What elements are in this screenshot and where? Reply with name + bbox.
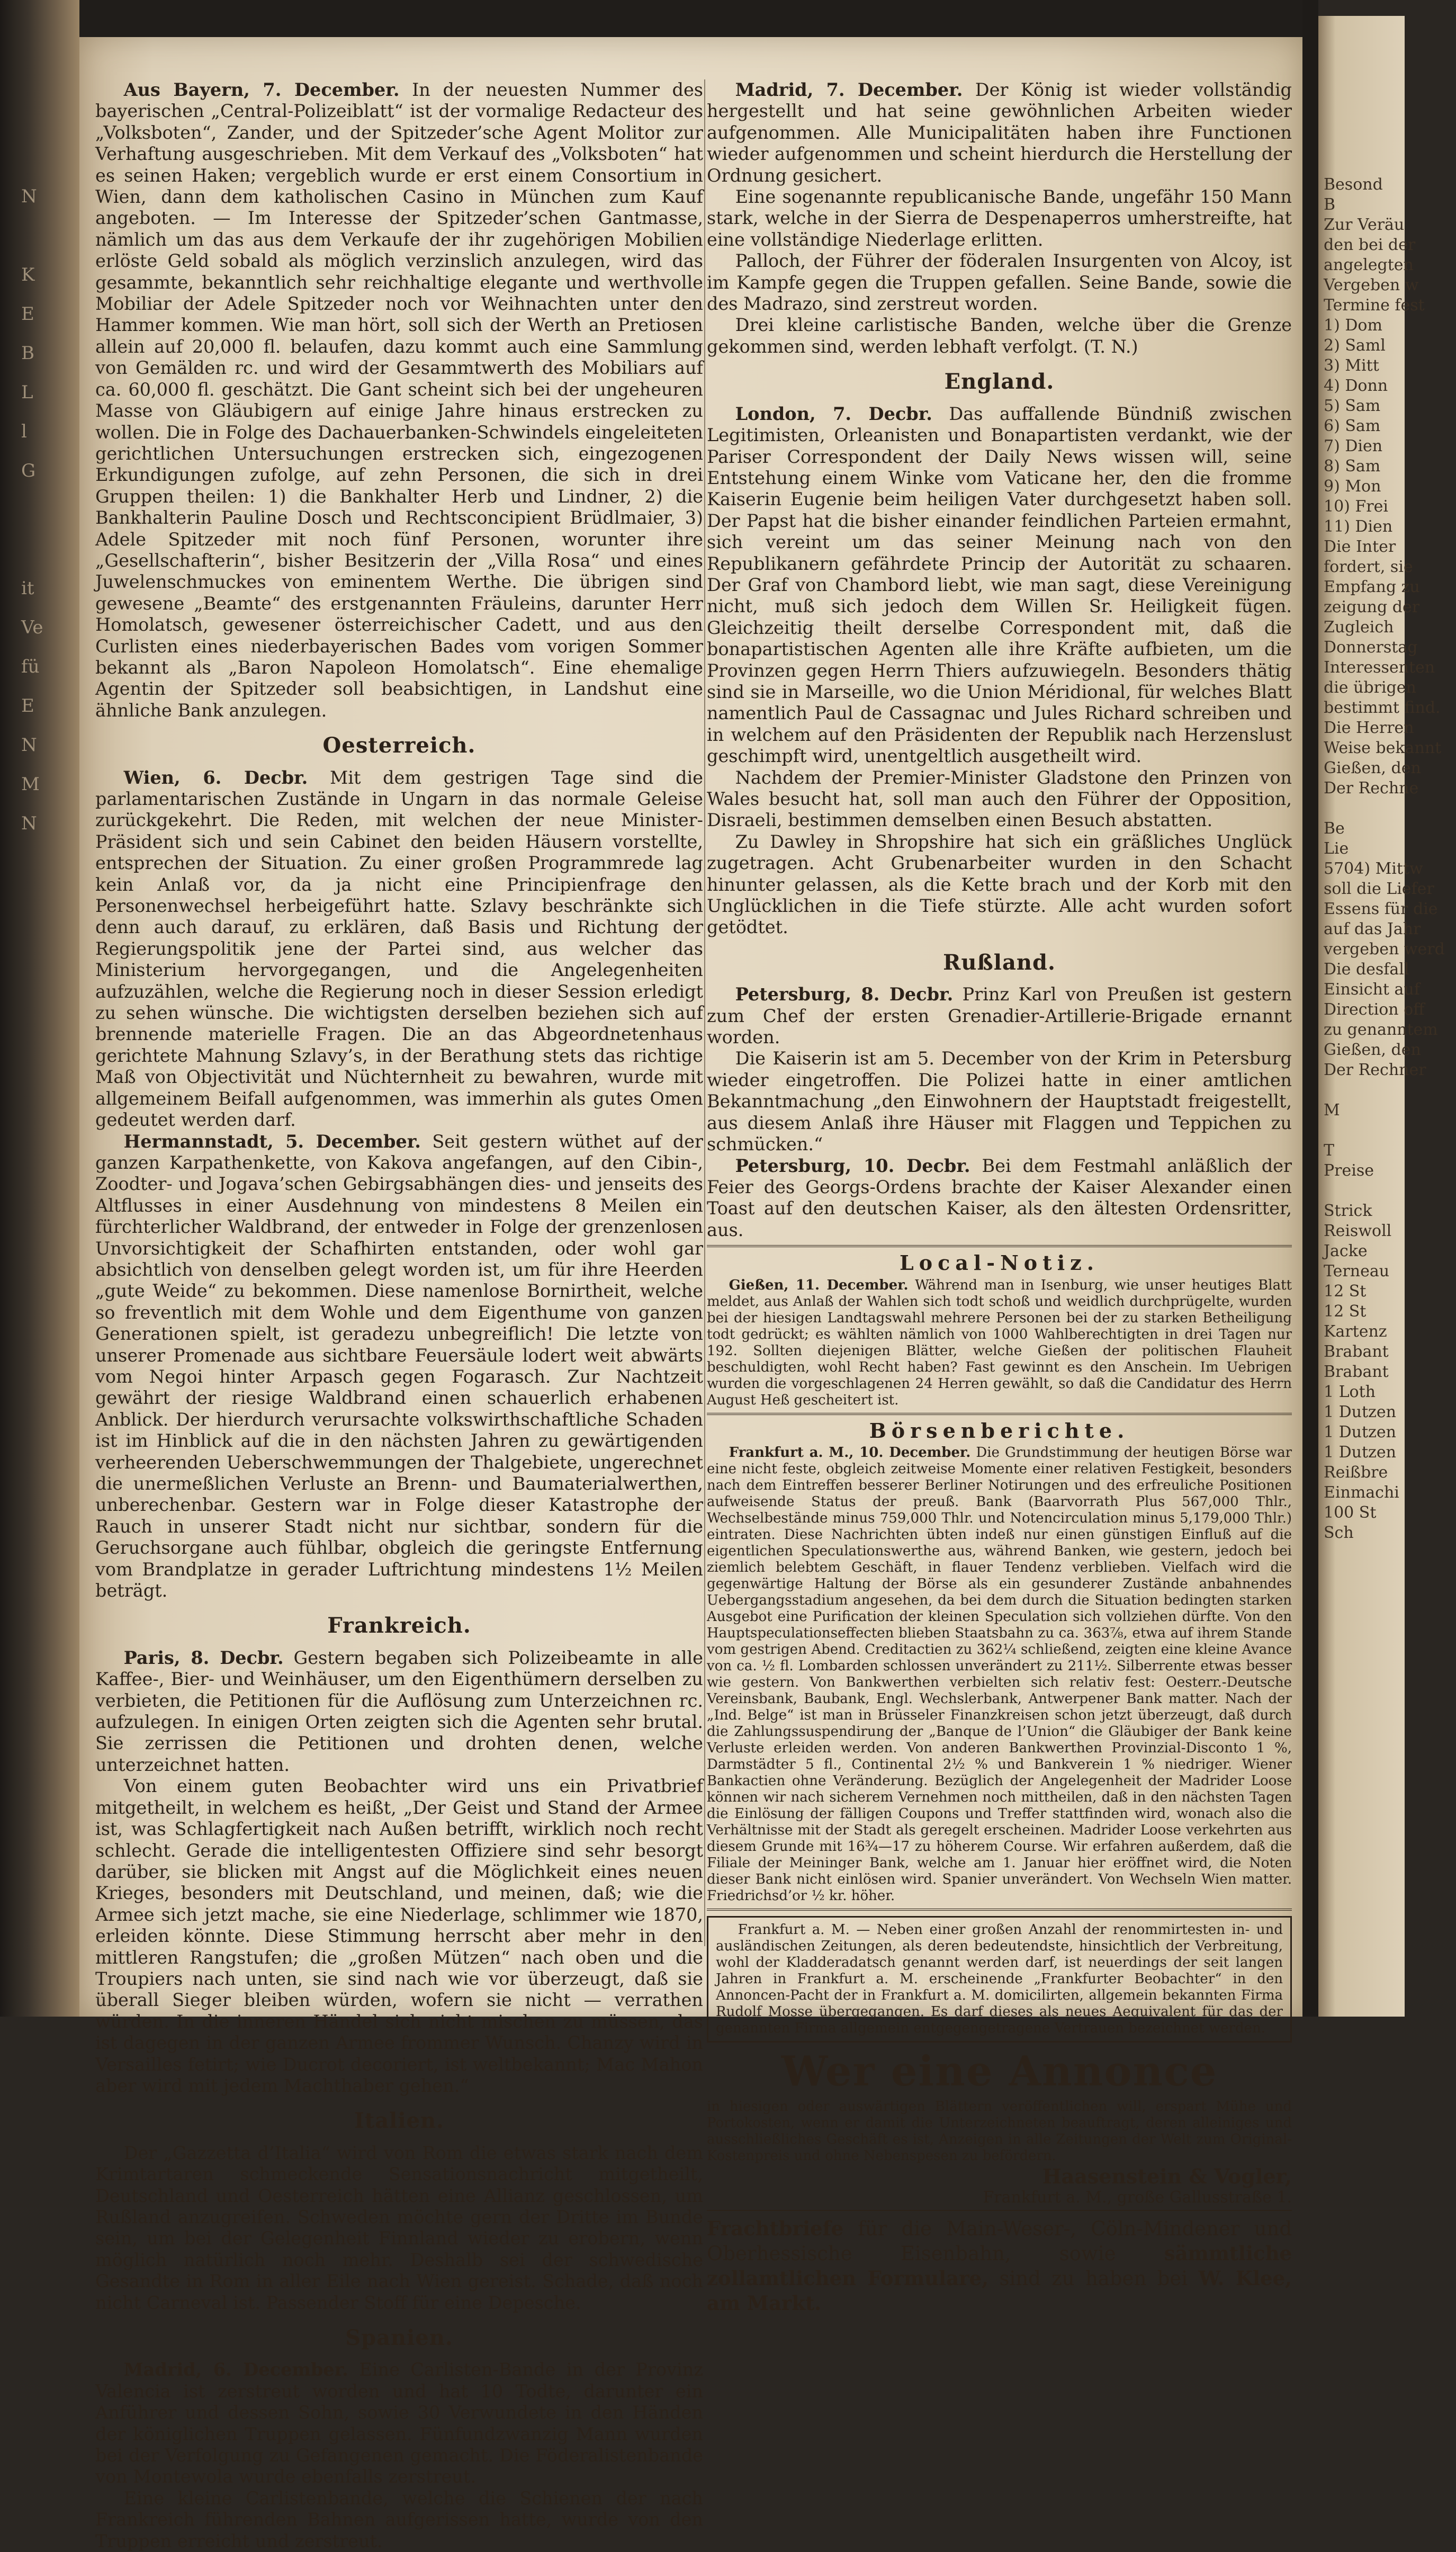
facing-page-line: 1 Dutzen	[1324, 1423, 1396, 1441]
facing-page-line: 2) Saml	[1324, 336, 1386, 355]
facing-page-line: 1 Dutzen	[1324, 1443, 1396, 1462]
annonce-address: Frankfurt a. M., große Gallusstraße 1.	[983, 2188, 1292, 2207]
facing-page-line: Zur Veräu	[1324, 216, 1405, 234]
facing-page-line: Termine fest	[1324, 296, 1425, 315]
facing-page-line: Weise bekannt	[1324, 739, 1442, 757]
dateline-bayern: Aus Bayern, 7. December.	[123, 79, 400, 100]
article-madrid-6-text: Eine Carlisten-Bande in der Provinz Valencia ist zerstreut worden und hat 10 Todte, darunter ein Anführer und dessen Sohn, sowie 30 Verwundete in den Händen der königlichen Truppen gelassen. Fünfundzwanzig Mann wurden bei der Verfolgung zu Gefangenen gemacht. Die Föderalistenbande von Montewola wurde ebenfalls zerstreut.	[95, 2359, 703, 2487]
facing-page-line: 1 Dutzen	[1324, 1403, 1396, 1421]
facing-page-line: 8) Sam	[1324, 457, 1381, 476]
facing-page-line: den bei der	[1324, 236, 1416, 254]
facing-page-line: 9) Mon	[1324, 477, 1381, 496]
facing-page-line: 7) Dien	[1324, 437, 1383, 455]
facing-page-line: zu genanntem	[1324, 1020, 1438, 1039]
article-london-text-3: Zu Dawley in Shropshire hat sich ein gräßliches Unglück zugetragen. Acht Grubenarbeiter wurden in den Schacht hinunter gelassen, als die Kette brach und der Korb mit den Unglücklichen in die Tiefe stürzte. Alle acht wurden sofort getödtet.	[707, 831, 1292, 938]
facing-page-line: Gießen, den	[1324, 1041, 1421, 1059]
facing-page-line: Die Herren	[1324, 719, 1414, 737]
fracht-seller: W. Klee, am Markt.	[707, 2266, 1292, 2315]
dateline-petersburg-10: Petersburg, 10. Decbr.	[735, 1155, 970, 1176]
facing-page-line: Preise	[1324, 1161, 1374, 1180]
rule-inserat	[707, 1909, 1292, 1911]
article-petersburg-10-text: Bei dem Festmahl anläßlich der Feier des Georgs-Ordens brachte der Kaiser Alexander einen Toast auf den deutschen Kaiser, als den ältesten Ordensritter, aus.	[707, 1155, 1292, 1240]
facing-page-line: Sch	[1324, 1524, 1354, 1542]
facing-page-line: 1 Loth	[1324, 1383, 1376, 1401]
article-bayern-text: In der neuesten Nummer des bayerischen „Central-Polizeiblatt“ ist der vormalige Redacteur des „Volksboten“, Zander, und der Spitzeder’sche Agent Molitor zur Verhaftung ausgeschrieben. Mit dem Verkauf des „Volksboten“ hat es seinen Haken; vergeblich wurde er erst einem Consortium in Wien, dann dem katholischen Casino in München zum Kauf angeboten. — Im Interesse der Spitzeder’schen Gantmasse, nämlich um das aus dem Verkaufe der ihr zugehörigen Mobilien erlöste Geld sobald als möglich verzinslich anzulegen, wird das gesammte, bekanntlich sehr reichhaltige elegante und werthvolle Mobiliar der Adele Spitzeder noch vor Weihnachten unter den Hammer kommen. Wie man hört, soll sich der Werth an Pretiosen allein auf 20,000 fl. belaufen, dazu kommt auch eine Sammlung von Gemälden rc. und wird der Gesammtwerth des Mobiliars auf ca. 60,000 fl. geschätzt. Die Gant scheint sich bei der ungeheuren Masse von Gläubigern auf einige Jahre hinaus erstrecken zu wollen. Die in Folge des Dachauerbanken-Schwindels eingeleiteten gerichtlichen Untersuchungen erstrecken sich, eingezogenen Erkundigungen zufolge, auf zehn Personen, die sich in drei Gruppen theilen: 1) die Bankhalter Herb und Lindner, 2) die Bankhalterin Pauline Dosch und Rechtsconcipient Brüdlmaier, 3) Adele Spitzeder mit noch fünf Personen, worunter ihre „Gesellschafterin“, bisher Besitzerin der „Villa Rosa“ und eines Juwelenschmuckes von eminentem Werthe. Die übrigen sind gewesene „Beamte“ des erstgenannten Fräuleins, darunter Herr Homolatsch, gewesener österreichischer Cadett, und aus den Curlisten eines niederbayerischen Bades vom vorigen Sommer bekannt als „Baron Napoleon Homolatsch“. Eine ehemalige Agentin der Spitzeder soll beabsichtigen, in Landshut eine ähnliche Bank anzulegen.	[95, 79, 703, 721]
facing-page-line: Vergeben w	[1324, 276, 1419, 294]
article-boersenberichte	[707, 1445, 1292, 1904]
dateline-madrid-6: Madrid, 6. December.	[123, 2359, 348, 2380]
article-madrid-7-signature: (T. N.)	[1083, 336, 1138, 357]
rule-boerse	[707, 1413, 1292, 1415]
section-heading-spanien: Spanien.	[345, 2325, 453, 2351]
facing-page-line: bestimmt find.	[1324, 699, 1441, 717]
facing-page-line: Be	[1324, 819, 1345, 838]
article-wien-text: Mit dem gestrigen Tage sind die parlamentarischen Zustände in Ungarn in das normale Geleise zurückgekehrt. Die Reden, mit welchen der neue Minister-Präsident sich und sein Cabinet den beiden Häusern vorstellte, entsprechen der Situation. Zu einer großen Programmrede lag kein Anlaß vor, da ja nicht eine Principienfrage den Personenwechsel herbeigeführt hatte. Szlavy beschränkte sich denn auch darauf, zu erklären, daß Basis und Richtung der Regierungspolitik jene der Partei sind, aus welcher das Ministerium hervorgegangen, und die Angelegenheiten aufzuzählen, welche die Regierung noch in dieser Session erledigt zu sehen wünsche. Die wichtigsten derselben beziehen sich auf brennende materielle Fragen. Die an das Abgeordnetenhaus gerichtete Mahnung Szlavy’s, in der Berathung stets das richtige Maß von Objectivität und Nüchternheit zu bewahren, wurde mit allgemeinem Beifall aufgenommen, was immerhin als gutes Omen gedeutet werden darf.	[95, 767, 703, 1131]
facing-page-line: Strick	[1324, 1202, 1372, 1220]
fracht-text-2: sind zu haben bei	[999, 2267, 1188, 2290]
facing-page-line: 10) Frei	[1324, 497, 1388, 516]
facing-page-line: vergeben werd	[1324, 940, 1445, 959]
facing-page-line: Zugleich	[1324, 618, 1394, 637]
dateline-london: London, 7. Decbr.	[735, 403, 932, 424]
article-local-notiz	[707, 1277, 1292, 1409]
section-heading-local-notiz: Local-Notiz.	[900, 1251, 1099, 1275]
facing-page-line: 5704) Mittw	[1324, 859, 1423, 878]
article-petersburg-8-text: Prinz Karl von Preußen ist gestern zum Chef der ersten Grenadier-Artillerie-Brigade ernannt worden.	[707, 984, 1292, 1048]
facing-page-line: Terneau	[1324, 1262, 1390, 1281]
facing-page-line: 6) Sam	[1324, 417, 1381, 435]
section-heading-italien: Italien.	[354, 2108, 444, 2134]
facing-page-text	[1324, 175, 1456, 1543]
fracht-text-1: für die Main-Weser-, Cöln-Mindener und Oberhessische Eisenbahn, sowie	[707, 2217, 1292, 2265]
article-london-text-2: Nachdem der Premier-Minister Gladstone den Prinzen von Wales besucht hat, soll man auch den Führer der Opposition, Disraeli, bestimmen demselben einen Besuch abstatten.	[707, 767, 1292, 831]
annonce-title: Wer eine Annonce	[781, 2047, 1218, 2096]
article-madrid-6-text-2: Eine kleine Carlistenbande, welche die Schienen der nach Frankreich führenden Bahnen aufgerissen hatte, wurde von den Truppen erreicht und zerstreut.	[95, 2487, 703, 2551]
facing-page-line: soll die Liefer	[1324, 880, 1434, 898]
article-russland	[707, 984, 1292, 1241]
right-column	[707, 79, 1292, 2316]
facing-page-line: B	[1324, 195, 1336, 214]
article-madrid-7-text: Der König ist wieder vollständig hergestellt und hat seine gewöhnlichen Arbeiten wieder aufgenommen. Alle Municipalitäten haben ihre Functionen wieder aufgenommen und scheint hierdurch die Herstellung der Ordnung gesichert.	[707, 79, 1292, 186]
facing-page-line: Empfang zu	[1324, 578, 1420, 596]
facing-page-line: M	[1324, 1101, 1340, 1120]
facing-page-line: Reißbre	[1324, 1463, 1388, 1482]
facing-page-line: 11) Dien	[1324, 517, 1393, 536]
facing-page-line: Einmachi	[1324, 1483, 1399, 1502]
facing-page-line: Essens für die	[1324, 900, 1438, 918]
dateline-hermannstadt: Hermannstadt, 5. December.	[123, 1131, 421, 1152]
facing-page-line: fordert, sie	[1324, 558, 1413, 576]
fracht-bold-1: Frachtbriefe	[707, 2216, 844, 2240]
advertisement-frachtbriefe	[707, 2216, 1292, 2316]
article-england	[707, 404, 1292, 938]
facing-page-line: 12 St	[1324, 1302, 1367, 1321]
facing-page-line: Lie	[1324, 839, 1349, 858]
dateline-giessen: Gießen, 11. December.	[729, 1277, 909, 1293]
facing-page-line: angelegten	[1324, 256, 1414, 274]
facing-page-line: Interessenten	[1324, 658, 1435, 677]
article-london-text: Das auffallende Bündniß zwischen Legitimisten, Orleanisten und Bonapartisten verdankt, wie der Pariser Correspondent der Daily News wissen will, seine Entstehung einem Winke vom Vaticane her, den die fromme Kaiserin Eugenie beim heiligen Vater durchgesetzt haben soll. Der Papst hat die bisher einander feindlichen Parteien ermahnt, sich vereint um das seiner Meinung nach von den Republikanern gefährdete Princip der Autorität zu schaaren. Der Graf von Chambord liebt, wie man sagt, diese Vereinigung nicht, muß sich jedoch dem Willen Sr. Heiligkeit fügen. Gleichzeitig theilt derselbe Correspondent mit, daß die bonapartistischen Agenten alle ihre Kräfte aufbieten, um die Provinzen gegen Herrn Thiers aufzuwiegeln. Besonders thätig sind sie in Marseille, wo die Union Méridional, für welches Blatt namentlich Paul de Cassagnac und Jules Richard schreiben und in welchem auf den Präsidenten der Republik nach Herzenslust geschimpft wird, unentgeltlich ausgetheilt wird.	[707, 403, 1292, 767]
dateline-petersburg-8: Petersburg, 8. Decbr.	[735, 984, 954, 1005]
facing-page-line	[1324, 1121, 1456, 1141]
article-madrid-7-text-2: Eine sogenannte republicanische Bande, ungefähr 150 Mann stark, welche in der Sierra de Despenaperros umherstreifte, hat eine vollständige Niederlage erlitten.	[707, 186, 1292, 250]
annonce-text: in hiesigen oder auswärtigen Blättern veröffentlichen will, erspart Mühe und Portokosten, wenn er damit die Unterzeichneten beauftragt, deren alleiniges und ausschließliches Geschäft es ist, Anzeigen in alle Zeitungen der Welt zum Original-Kostenpreis und ohne Nebenspesen zu befördern.	[707, 2098, 1292, 2164]
section-heading-oesterreich: Oesterreich.	[322, 733, 476, 758]
facing-page-line: Besond	[1324, 175, 1383, 194]
article-italien-text: Der „Gazzetta d’Italia“ wird von Rom die etwas stark nach dem Krimtartaren schmeckende Sensationsnachricht mitgetheilt, Deutschland und Oesterreich hätten eine Allianz geschlossen, um Rußland anzugreifen. Schweden möchte gern der Dritte im Bunde sein, um bei der Gelegenheit Finnland wieder zu erobern, wenn möglich natürlich noch mehr. Deshalb sei der schwedische Gesandte in Rom in aller Eile nach Wien gereist. Schade, daß noch nicht Carneval ist. Passender Stoff für eine Depesche.	[95, 2142, 703, 2313]
article-bayern	[95, 79, 703, 721]
facing-page-line: 4) Donn	[1324, 377, 1388, 395]
article-italien	[95, 2143, 703, 2314]
inserat-text: Frankfurt a. M. — Neben einer großen Anzahl der renommirtesten in- und ausländischen Zeitungen, als deren bedeutendste, hinsichtlich der Verbreitung, wohl der Kladderadatsch genannt werden darf, ist neuerdings der seit langen Jahren in Frankfurt a. M. erscheinende „Frankfurter Beobachter“ in den Annoncen-Pacht der in Frankfurt a. M. domicilirten, allgemein bekannten Firma Rudolf Mosse übergegangen. Es darf dieses als neues Aequivalent für das der genannten Firma allgemein entgegengetragene Vertrauen bezeichnet werden.	[716, 1921, 1283, 2036]
facing-page-line: 100 St	[1324, 1503, 1377, 1522]
article-paris-privatbrief: Von einem guten Beobachter wird uns ein Privatbrief mitgetheilt, in welchem es heißt, „Der Geist und Stand der Armee ist, was Schlagfertigkeit nach Außen betrifft, wirklich noch recht schlecht. Gerade die intelligentesten Offiziere sind sehr besorgt darüber, sie blicken mit Angst auf die Möglichkeit eines neuen Krieges, besonders mit Deutschland, und meinen, daß; wie die Armee sich jetzt mache, sie eine Niederlage, schlimmer wie 1870, erleiden könnte. Diese Stimmung herrscht aber mehr in den mittleren Rangstufen; die „großen Mützen“ nach oben und die Troupiers nach unten, sie sind nach wie vor überzeugt, daß sie überall Sieger bleiben würden, wofern sie nicht — verrathen würden. In die inneren Händel sich nicht mischen zu müssen, das ist dagegen in der ganzen Armee frommer Wunsch. Chanzy wird in Versailles fetirt; wie Ducrot decoriert, ist weltbekannt; Mac Mahon aber wird mit jedem Machthaber gehen.“	[95, 1776, 703, 2096]
article-madrid-7	[707, 79, 1292, 357]
section-heading-frankreich: Frankreich.	[327, 1613, 471, 1638]
article-spanien	[95, 2359, 703, 2552]
dateline-paris: Paris, 8. Decbr.	[123, 1647, 284, 1668]
inserat-frankfurter-beobachter	[707, 1916, 1292, 2043]
facing-page-line	[1324, 1181, 1456, 1201]
article-paris-text: Gestern begaben sich Polizeibeamte in alle Kaffee-, Bier- und Weinhäuser, um den Eigenthümern derselben zu verbieten, die Petitionen für die Auflösung zum Unterzeichnen rc. aufzulegen. In einigen Orten zeigten sich die Agenten sehr brutal. Sie zerrissen die Petitionen und drohten denen, welche unterzeichnet hatten.	[95, 1647, 703, 1775]
facing-page-line: Gießen, den	[1324, 759, 1421, 777]
facing-page-line: auf das Jahr	[1324, 920, 1421, 938]
article-madrid-7-text-4: Drei kleine carlistische Banden, welche über die Grenze gekommen sind, werden lebhaft verfolgt.	[707, 315, 1292, 357]
fracht-bold-2: sämmtliche zollamtlichen Formulare,	[707, 2241, 1292, 2290]
column-rule	[704, 79, 705, 1946]
article-giessen-text: Während man in Isenburg, wie unser heutiges Blatt meldet, aus Anlaß der Wahlen sich todt schoß und weidlich durchprügelte, wurden bei der hiesigen Landtagswahl mehrere Personen bei der zu starken Betheiligung todt gedrückt; es wählten nämlich von 1000 Wahlberechtigten in drei Tagen nur 192. Sollten diejenigen Blätter, welche Gießen der politischen Flauheit beschuldigten, wohl Recht haben? Fast gewinnt es den Anschein. Im Uebrigen wurden die vorgeschlagenen 24 Herren gewählt, so daß die Candidatur des Herrn August Heß gescheitert ist.	[707, 1277, 1292, 1408]
facing-page-line: Jacke	[1324, 1242, 1368, 1260]
facing-page-line: Die desfall	[1324, 960, 1409, 979]
binding-margin-fragments: N K E B L l G it Ve fü E N M N	[21, 186, 43, 834]
facing-page-line	[1324, 1080, 1456, 1100]
article-petersburg-8-text-2: Die Kaiserin ist am 5. December von der Krim in Petersburg wieder eingetroffen. Die Polizei hatte in einer amtlichen Bekanntmachung „den Einwohnern der Hauptstadt freigestellt, aus diesem Anlaß ihre Häuser mit Flaggen und Teppichen zu schmücken.“	[707, 1048, 1292, 1155]
facing-page-edge	[1318, 16, 1445, 2017]
facing-page-line: 5) Sam	[1324, 397, 1381, 415]
left-column	[95, 79, 703, 2552]
dateline-wien: Wien, 6. Decbr.	[123, 767, 308, 788]
facing-page-line: Direction off	[1324, 1000, 1425, 1019]
facing-page-line: Kartenz	[1324, 1322, 1387, 1341]
facing-page-line: Donnerstag	[1324, 638, 1418, 657]
top-shadow	[79, 0, 1302, 37]
article-oesterreich	[95, 767, 703, 1602]
facing-page-line: Die Inter	[1324, 538, 1396, 556]
section-heading-england: England.	[944, 369, 1055, 395]
facing-page-line	[1324, 799, 1456, 819]
left-binding	[0, 0, 79, 2017]
facing-page-line: Einsicht auf	[1324, 980, 1420, 999]
facing-page-line: Brabant	[1324, 1342, 1389, 1361]
rule-local	[707, 1245, 1292, 1247]
dateline-frankfurt-boerse: Frankfurt a. M., 10. December.	[729, 1444, 971, 1461]
facing-page-line: Der Rechner	[1324, 1061, 1426, 1079]
facing-page-line: Brabant	[1324, 1363, 1389, 1381]
advertisement-haasenstein-vogler	[707, 2048, 1292, 2207]
page-gutter	[1302, 0, 1318, 2017]
dateline-madrid-7: Madrid, 7. December.	[735, 79, 963, 100]
facing-page-line: T	[1324, 1141, 1335, 1160]
section-heading-boersenberichte: Börsenberichte.	[869, 1418, 1130, 1443]
article-madrid-7-text-3: Palloch, der Führer der föderalen Insurgenten von Alcoy, ist im Kampfe gegen die Truppen gefallen. Seine Bande, sowie die des Madrazo, sind zerstreut worden.	[707, 250, 1292, 315]
section-heading-russland: Rußland.	[943, 950, 1056, 975]
facing-page-line: Reiswoll	[1324, 1222, 1392, 1240]
facing-page-line: zeigung der	[1324, 598, 1420, 616]
rule-fracht	[707, 2210, 1292, 2211]
article-hermannstadt-text: Seit gestern wüthet auf der ganzen Karpathenkette, von Kakova angefangen, auf den Cibin-, Zoodter- und Jogava’schen Gebirgsabhängen dies- und jenseits des Altflusses in einer Ausdehnung von mindestens 8 Meilen ein fürchterlicher Waldbrand, der entweder in Folge der grenzenlosen Unvorsichtigkeit der Schafhirten entstanden, oder wohl gar absichtlich von denselben gelegt worden ist, um für ihre Heerden „gute Weide“ zu bekommen. Diese namenlose Bornirtheit, welche so freventlich mit dem Wohle und dem Eigenthume von ganzen Generationen spielt, ist geradezu unbegreiflich! Die letzte von unserer Promenade aus sichtbare Feuersäule lodert weit abwärts vom Negoi hinter Arpasch gegen Fogarasch. Zur Nachtzeit gewährt der riesige Waldbrand einen schauerlich erhabenen Anblick. Der hierdurch verursachte volkswirthschaftliche Schaden ist im Hinblick auf die in den nächsten Jahren zu gewärtigenden verheerenden Ueberschwemmungen der Thalgebiete, ungerechnet die unermeßlichen Verluste an Brenn- und Baumaterialwerthen, unberechenbar. Gestern war in Folge dieser Katastrophe der Rauch in unserer Stadt nicht nur sichtbar, sondern für die Geruchsorgane auch fühlbar, obgleich die geringste Entfernung vom Brandplatze in gerader Luftrichtung mindestens 1½ Meilen beträgt.	[95, 1131, 703, 1601]
facing-page-line: Der Rechne	[1324, 779, 1419, 798]
facing-page-line: 3) Mitt	[1324, 356, 1379, 375]
annonce-firm: Haasenstein & Vogler,	[1042, 2164, 1292, 2188]
article-frankreich	[95, 1647, 703, 2097]
facing-page-line: 1) Dom	[1324, 316, 1382, 335]
facing-page-line: 12 St	[1324, 1282, 1367, 1301]
article-boerse-text: Die Grundstimmung der heutigen Börse war eine nicht feste, obgleich zeitweise Momente einer relativen Festigkeit, besonders nach dem Eintreffen besserer Berliner Notirungen und des erfreuliche Positionen aufweisende Status der preuß. Bank (Baarvorrath Plus 567,000 Thlr., Wechselbestände minus 759,000 Thlr. und Notencirculation minus 5,179,000 Thlr.) eintraten. Diese Nachrichten übten indeß nur einen günstigen Einfluß auf die eigentlichen Speculationswerthe aus, während Banken, wie gestern, jedoch bei ziemlich belebtem Geschäft, in flauer Tendenz verblieben. Vielfach wird die gegenwärtige Haltung der Börse als ein gesunderer Zustände anbahnendes Uebergangsstadium angesehen, da bei dem durch die Situation bedingten starken Ausgebot eine Purification der kleinen Speculation sich vollziehen dürfte. Von den Hauptspeculationseffecten blieben Staatsbahn zu ca. 363⅞, etwa auf ihrem Stande vom gestrigen Abend. Creditactien zu 362¼ schließend, zeigten eine kleine Avance von ca. ½ fl. Lombarden schlossen unverändert zu 211½. Silberrente etwas besser wie gestern. Von Bankwerthen verbielten sich relativ fest: Oesterr.-Deutsche Vereinsbank, Baubank, Engl. Wechslerbank, Antwerpener Bank matter. Nach der „Ind. Belge“ ist man in Brüsseler Finanzkreisen schon jetzt überzeugt, daß durch die Zahlungssuspendirung der „Banque de l’Union“ die Gläubiger der Bank keine Verluste erleiden werden. Von anderen Bankwerthen Provinzial-Disconto 1 %, Darmstädter 5 fl., Continental 2½ % und Bankverein 1 % niedriger. Wiener Bankactien ohne Veränderung. Bezüglich der Angelegenheit der Madrider Loose können wir nach sicherem Vernehmen noch mittheilen, daß in den nächsten Tagen die Einlösung der fälligen Coupons und Treffer stattfinden wird, wonach also die Verhältnisse mit der Stadt als geregelt erscheinen. Madrider Loose verkehrten aus diesem Grunde mit 16¾—17 zu höherem Course. Wir erfahren außerdem, daß die Filiale der Meininger Bank, welche am 1. Januar hier eröffnet wird, die Noten dieser Bank nicht einlösen wird. Spanier unverändert. Von Wechseln Wien matter. Friedrichsd’or ½ kr. höher.	[707, 1444, 1292, 1904]
facing-page-line: die übrigen	[1324, 678, 1416, 697]
